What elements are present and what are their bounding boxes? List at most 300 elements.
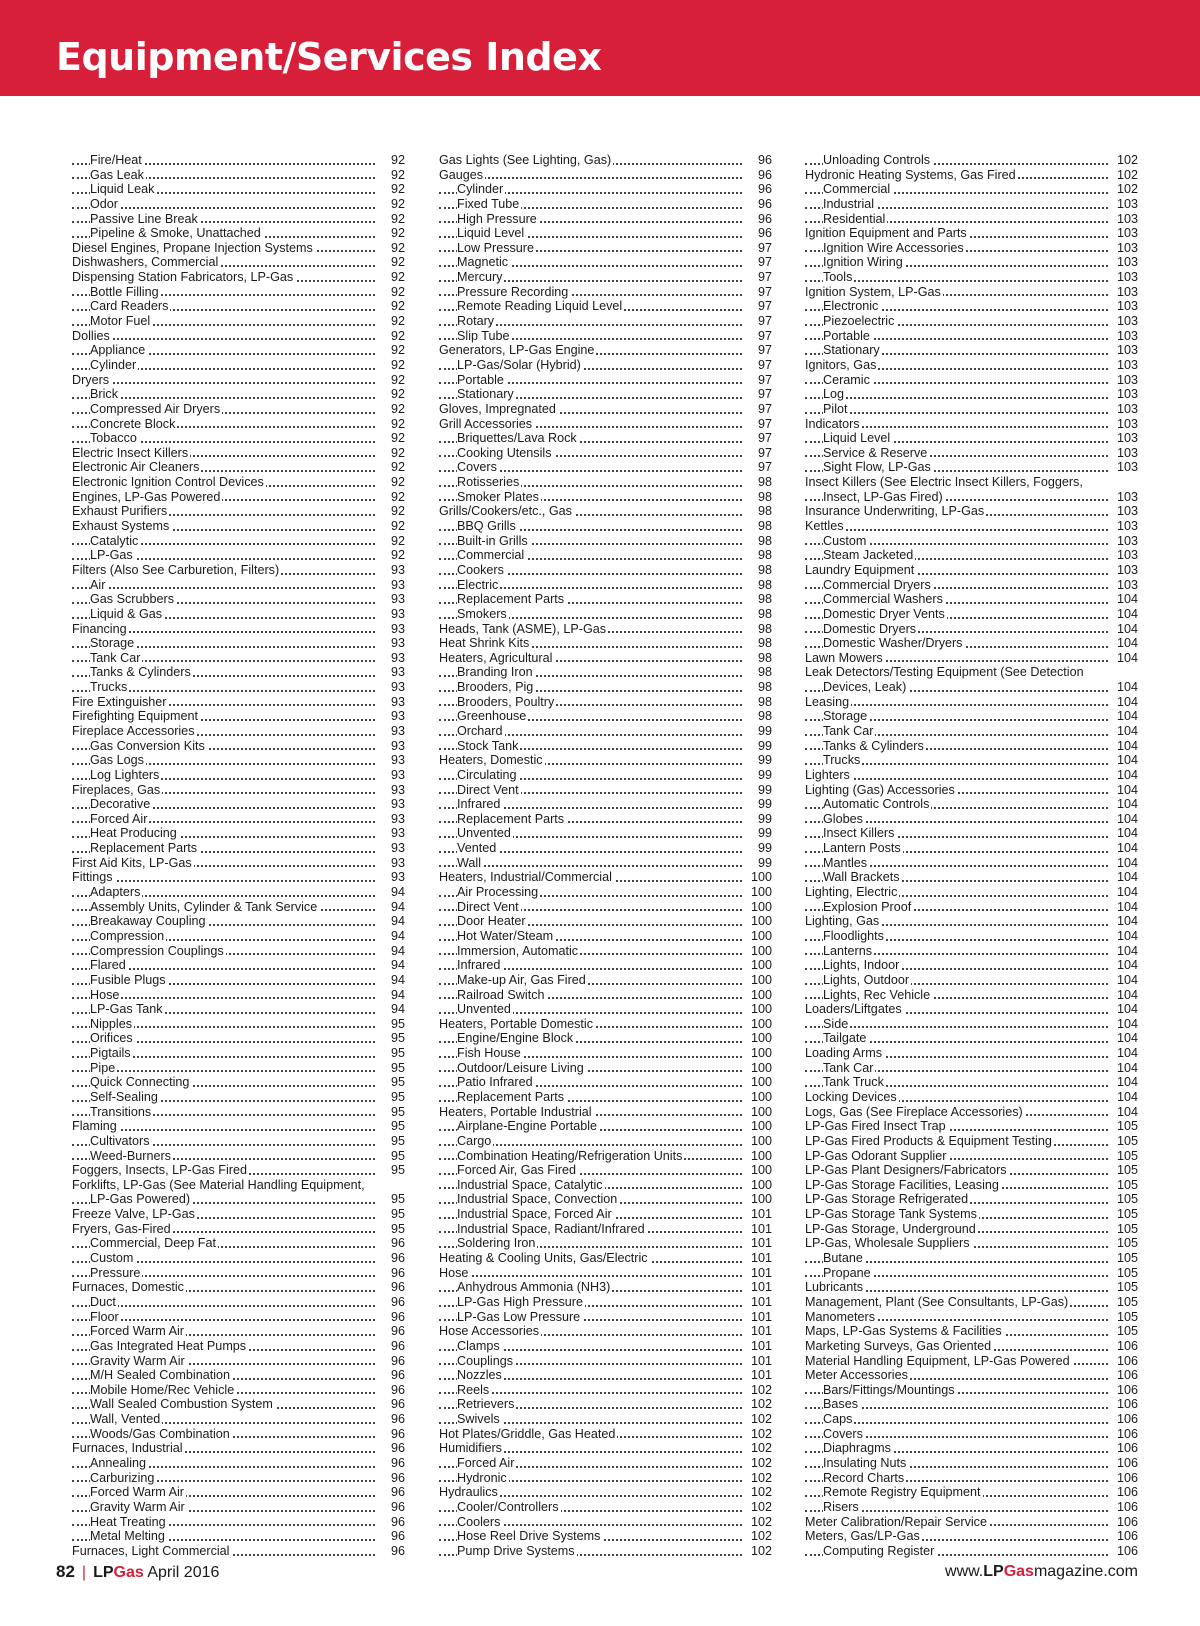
- entry-page: 100: [750, 1177, 772, 1192]
- entry-page: 103: [1116, 431, 1138, 446]
- index-subentry: [439, 797, 772, 812]
- index-subentry: [805, 153, 1138, 168]
- entry-page: 106: [1116, 1529, 1138, 1544]
- index-column-2: [439, 153, 772, 1559]
- entry-page: 93: [390, 753, 405, 768]
- entry-page: 97: [757, 416, 772, 431]
- index-subentry: [439, 446, 772, 461]
- entry-label: Domestic Washer/Dryers: [823, 636, 963, 651]
- entry-label: Smoker Plates: [457, 489, 539, 504]
- entry-label: Heat Treating: [90, 1514, 166, 1529]
- entry-label: Industrial Space, Forced Air: [457, 1207, 612, 1222]
- entry-label: Liquid Leak: [90, 182, 155, 197]
- entry-page: 97: [757, 255, 772, 270]
- entry-label: Piezoelectric: [823, 314, 895, 329]
- entry-label: Commercial, Deep Fat: [90, 1236, 216, 1251]
- entry-page: 102: [750, 1382, 772, 1397]
- index-subentry: [805, 856, 1138, 871]
- entry-page: 101: [750, 1353, 772, 1368]
- index-subentry: [72, 651, 405, 666]
- entry-page: 103: [1116, 328, 1138, 343]
- index-subentry: [805, 1061, 1138, 1076]
- index-entry: [805, 1324, 1138, 1339]
- entry-page: 98: [757, 489, 772, 504]
- entry-page: 100: [750, 1060, 772, 1075]
- index-subentry: [72, 1339, 405, 1354]
- entry-page: 100: [750, 1133, 772, 1148]
- entry-label: Industrial Space, Catalytic: [457, 1177, 603, 1192]
- entry-label: Weed-Burners: [90, 1148, 171, 1163]
- entry-label: Fusible Plugs: [90, 972, 166, 987]
- index-subentry: [805, 1544, 1138, 1559]
- index-entry: [439, 343, 772, 358]
- entry-page: 93: [390, 870, 405, 885]
- entry-label: Hydraulics: [439, 1485, 498, 1500]
- entry-page: 100: [750, 1192, 772, 1207]
- entry-label: Door Heater: [457, 914, 526, 929]
- entry-label: Pressure Recording: [457, 284, 569, 299]
- entry-page: 92: [390, 372, 405, 387]
- index-subentry: [72, 914, 405, 929]
- index-subentry: [72, 973, 405, 988]
- index-subentry: [72, 534, 405, 549]
- index-entry: [805, 1090, 1138, 1105]
- entry-label: Record Charts: [823, 1470, 905, 1485]
- entry-page: 106: [1116, 1485, 1138, 1500]
- entry-label: Firefighting Equipment: [72, 709, 199, 724]
- entry-label: Trucks: [823, 753, 861, 768]
- index-subentry: [72, 1427, 405, 1442]
- entry-page: 105: [1116, 1265, 1138, 1280]
- entry-page: 96: [757, 226, 772, 241]
- index-subentry: [72, 578, 405, 593]
- index-subentry: [72, 680, 405, 695]
- index-subentry: [805, 373, 1138, 388]
- index-subentry: [72, 1383, 405, 1398]
- entry-page: 106: [1116, 1397, 1138, 1412]
- entry-label: Cookers: [457, 562, 504, 577]
- entry-label: Concrete Block: [90, 416, 176, 431]
- entry-label: Combination Heating/Refrigeration Units: [457, 1148, 683, 1163]
- index-entry: [439, 636, 772, 651]
- entry-label: Commercial: [457, 548, 525, 563]
- index-subentry: [439, 973, 772, 988]
- entry-label: Self-Sealing: [90, 1090, 158, 1104]
- index-subentry: [72, 826, 405, 841]
- entry-page: 102: [1116, 153, 1138, 167]
- entry-label: Side: [823, 1016, 849, 1031]
- index-subentry: [805, 812, 1138, 827]
- index-subentry: [439, 988, 772, 1003]
- entry-label: Indicators: [805, 416, 860, 431]
- entry-label: Vented: [457, 841, 497, 856]
- index-subentry: [72, 417, 405, 432]
- entry-page: 92: [390, 314, 405, 329]
- entry-page: 104: [1116, 621, 1138, 636]
- index-subentry: [439, 1280, 772, 1295]
- entry-label: Leak Detectors/Testing Equipment (See Detection: [805, 665, 1084, 680]
- index-entry: [72, 1119, 405, 1134]
- index-subentry: [439, 1368, 772, 1383]
- entry-page: 99: [757, 782, 772, 797]
- index-subentry: [439, 182, 772, 197]
- entry-page: 98: [757, 533, 772, 548]
- index-subentry: [439, 270, 772, 285]
- entry-label: Cylinder: [457, 182, 504, 197]
- entry-page: 94: [390, 914, 405, 929]
- index-subentry: [439, 1119, 772, 1134]
- index-subentry: [439, 1236, 772, 1251]
- entry-page: 100: [750, 1002, 772, 1017]
- index-subentry: [805, 402, 1138, 417]
- entry-label: Service & Reserve: [823, 445, 928, 460]
- index-subentry: [439, 1149, 772, 1164]
- entry-label: Insect, LP-Gas Fired): [823, 489, 943, 504]
- entry-page: 95: [390, 1119, 405, 1134]
- entry-label: Lights, Outdoor: [823, 972, 910, 987]
- entry-page: 96: [757, 167, 772, 182]
- entry-label: Hose Reel Drive Systems: [457, 1529, 601, 1544]
- index-subentry: [805, 197, 1138, 212]
- index-entry: [805, 1368, 1138, 1383]
- index-subentry: [439, 1031, 772, 1046]
- entry-label: Material Handling Equipment, LP-Gas Powered: [805, 1353, 1070, 1368]
- entry-page: 92: [390, 431, 405, 446]
- entry-label: Domestic Dryers: [823, 621, 917, 636]
- index-subentry: [805, 329, 1138, 344]
- entry-label: Engine/Engine Block: [457, 1031, 574, 1046]
- entry-label: Heaters, Industrial/Commercial: [439, 870, 612, 885]
- entry-page: 96: [390, 1412, 405, 1427]
- entry-label: Slip Tube: [457, 328, 510, 343]
- dot-leader: [72, 338, 375, 340]
- entry-label: Propane: [823, 1265, 871, 1280]
- index-entry: [805, 1339, 1138, 1354]
- index-entry: [805, 1119, 1138, 1134]
- entry-page: 103: [1116, 577, 1138, 592]
- entry-label: Tank Car: [823, 723, 874, 738]
- entry-label: Lubricants: [805, 1280, 864, 1295]
- entry-page: 101: [750, 1338, 772, 1353]
- index-subentry: [72, 900, 405, 915]
- index-subentry: [439, 226, 772, 241]
- entry-label: Gas Scrubbers: [90, 592, 174, 607]
- entry-page: 105: [1116, 1133, 1138, 1148]
- entry-page: 105: [1116, 1207, 1138, 1222]
- entry-label: Gas Conversion Kits: [90, 738, 205, 753]
- entry-label: Electronic: [823, 299, 879, 314]
- index-entry: [805, 475, 1138, 490]
- entry-label: BBQ Grills: [457, 519, 516, 534]
- index-subentry: [72, 885, 405, 900]
- index-subentry: [72, 1002, 405, 1017]
- entry-page: 97: [757, 372, 772, 387]
- entry-page: 101: [750, 1236, 772, 1251]
- entry-label: Adapters: [90, 885, 141, 900]
- entry-page: 97: [757, 328, 772, 343]
- index-entry: [805, 665, 1138, 680]
- index-subentry: [439, 1207, 772, 1222]
- entry-page: 97: [757, 240, 772, 255]
- entry-page: 100: [750, 1016, 772, 1031]
- entry-label: Gas Logs: [90, 753, 144, 768]
- entry-page: 101: [750, 1309, 772, 1324]
- entry-page: 93: [390, 592, 405, 607]
- entry-page: 100: [750, 958, 772, 973]
- entry-label: Management, Plant (See Consultants, LP-Gas): [805, 1294, 1069, 1309]
- entry-page: 100: [750, 928, 772, 943]
- entry-page: 96: [390, 1338, 405, 1353]
- index-entry: [805, 1354, 1138, 1369]
- entry-page: 101: [750, 1265, 772, 1280]
- index-subentry: [72, 299, 405, 314]
- entry-page: 104: [1116, 972, 1138, 987]
- entry-label: LP-Gas Odorant Supplier: [805, 1148, 947, 1163]
- entry-page: 104: [1116, 738, 1138, 753]
- entry-page: 97: [757, 357, 772, 372]
- entry-label: LP-Gas Fired Products & Equipment Testing: [805, 1133, 1052, 1148]
- entry-page: 92: [390, 167, 405, 182]
- entry-label: Stationary: [457, 387, 514, 402]
- entry-page: 93: [390, 826, 405, 841]
- entry-page: 104: [1116, 1016, 1138, 1031]
- entry-label: Breakaway Coupling: [90, 914, 206, 929]
- index-entry: [805, 651, 1138, 666]
- entry-page: 99: [757, 797, 772, 812]
- index-subentry: [439, 709, 772, 724]
- index-subentry: [72, 1105, 405, 1120]
- entry-label: Flared: [90, 958, 126, 973]
- index-entry: [439, 153, 772, 168]
- index-subentry: [439, 607, 772, 622]
- index-entry: [439, 168, 772, 183]
- entry-label: Rotisseries: [457, 475, 520, 490]
- entry-label: LP-Gas Storage Tank Systems: [805, 1207, 977, 1222]
- entry-page: 100: [750, 943, 772, 958]
- entry-page: 98: [757, 621, 772, 636]
- index-subentry: [72, 1368, 405, 1383]
- entry-page: 95: [390, 1090, 405, 1104]
- entry-label: Lighting, Gas: [805, 914, 880, 929]
- footer-separator: |: [81, 1564, 87, 1581]
- index-subentry: [72, 636, 405, 651]
- entry-page: 97: [757, 270, 772, 285]
- entry-page: 93: [390, 841, 405, 856]
- index-entry: [439, 504, 772, 519]
- entry-label: Heating & Cooling Units, Gas/Electric: [439, 1251, 648, 1266]
- entry-label: Ignition Equipment and Parts: [805, 226, 967, 241]
- entry-label: Trucks: [90, 680, 128, 695]
- entry-label: Air: [90, 577, 106, 592]
- index-subentry: [439, 841, 772, 856]
- entry-label: Fire Extinguisher: [72, 694, 167, 709]
- entry-label: Electronic Ignition Control Devices: [72, 475, 264, 490]
- index-subentry: [72, 343, 405, 358]
- index-subentry: [439, 900, 772, 915]
- index-entry: [72, 856, 405, 871]
- entry-label: Outdoor/Leisure Living: [457, 1060, 584, 1075]
- entry-page: 93: [390, 694, 405, 709]
- entry-page: 103: [1116, 489, 1138, 504]
- index-subentry: [439, 314, 772, 329]
- entry-page: 98: [757, 650, 772, 665]
- entry-page: 93: [390, 709, 405, 724]
- entry-label: Electric Insect Killers: [72, 445, 189, 460]
- footer-url[interactable]: [945, 1562, 1138, 1582]
- entry-label: Storage: [90, 636, 135, 651]
- entry-page: 96: [390, 1470, 405, 1485]
- index-subentry: [805, 592, 1138, 607]
- entry-label: Fittings: [72, 870, 113, 885]
- index-subentry: [72, 1500, 405, 1515]
- index-subentry: [439, 768, 772, 783]
- index-entry: [439, 753, 772, 768]
- entry-label: Hydronic: [457, 1470, 507, 1485]
- index-entry: [72, 329, 405, 344]
- entry-label: Liquid Level: [823, 431, 891, 446]
- entry-page: 96: [390, 1441, 405, 1456]
- index-subentry: [72, 797, 405, 812]
- entry-page: 93: [390, 797, 405, 812]
- entry-label: Ignitors, Gas: [805, 357, 877, 372]
- entry-label: M/H Sealed Combination: [90, 1368, 231, 1383]
- entry-page: 97: [757, 431, 772, 446]
- index-subentry: [805, 1456, 1138, 1471]
- index-subentry: [805, 724, 1138, 739]
- index-subentry: [439, 695, 772, 710]
- entry-page: 104: [1116, 811, 1138, 826]
- entry-label: Brick: [90, 387, 118, 402]
- entry-page: 103: [1116, 460, 1138, 475]
- entry-label: Tobacco: [90, 431, 137, 446]
- index-entry: [439, 1251, 772, 1266]
- entry-label: Couplings: [457, 1353, 514, 1368]
- entry-label: Compression Couplings: [90, 943, 224, 958]
- index-subentry: [72, 387, 405, 402]
- entry-label: Pump Drive Systems: [457, 1543, 575, 1558]
- entry-page: 96: [390, 1397, 405, 1412]
- entry-label: Gas Leak: [90, 167, 144, 182]
- entry-label: LP-Gas Fired Insect Trap: [805, 1119, 946, 1134]
- entry-label: Lawn Mowers: [805, 650, 883, 665]
- entry-label: Retrievers: [457, 1397, 515, 1412]
- entry-page: 104: [1116, 767, 1138, 782]
- entry-page: 106: [1116, 1543, 1138, 1558]
- entry-page: 105: [1116, 1309, 1138, 1324]
- entry-page: 100: [750, 1163, 772, 1178]
- entry-page: 100: [750, 1104, 772, 1119]
- index-subentry: [805, 973, 1138, 988]
- entry-label: Duct: [90, 1294, 116, 1309]
- entry-label: Passive Line Break: [90, 211, 198, 226]
- index-subentry: [805, 607, 1138, 622]
- entry-label: Tank Car: [90, 650, 141, 665]
- entry-label: Lanterns: [823, 943, 873, 958]
- index-subentry: [439, 1412, 772, 1427]
- entry-page: 104: [1116, 885, 1138, 900]
- index-subentry: [72, 548, 405, 563]
- index-subentry: [72, 958, 405, 973]
- index-subentry: [805, 241, 1138, 256]
- entry-label: LP-Gas Storage Facilities, Leasing: [805, 1177, 999, 1192]
- entry-label: Built-in Grills: [457, 533, 528, 548]
- entry-page: 93: [390, 855, 405, 870]
- entry-page: 92: [390, 255, 405, 270]
- entry-page: 94: [390, 899, 405, 914]
- index-subentry: [805, 1383, 1138, 1398]
- entry-label: Forced Air: [457, 1456, 515, 1471]
- entry-page: 102: [750, 1397, 772, 1412]
- entry-label: Tools: [823, 270, 853, 285]
- index-entry: [439, 1105, 772, 1120]
- entry-page: 106: [1116, 1338, 1138, 1353]
- index-subentry: [439, 944, 772, 959]
- index-subentry: [439, 885, 772, 900]
- entry-label: Infrared: [457, 958, 501, 973]
- index-subentry: [72, 358, 405, 373]
- entry-label: Manometers: [805, 1309, 875, 1324]
- index-entry: [805, 1207, 1138, 1222]
- entry-page: 96: [390, 1368, 405, 1383]
- index-entry: [805, 680, 1138, 695]
- entry-label: Lights, Indoor: [823, 958, 900, 973]
- entry-page: 97: [757, 284, 772, 299]
- index-entry: [72, 622, 405, 637]
- index-entry: [805, 885, 1138, 900]
- entry-label: Portable: [457, 372, 504, 387]
- entry-label: Diaphragms: [823, 1441, 891, 1456]
- entry-label: Custom: [90, 1251, 134, 1266]
- entry-label: Computing Register: [823, 1543, 935, 1558]
- entry-page: 96: [390, 1382, 405, 1397]
- index-subentry: [439, 1500, 772, 1515]
- dot-leader: [439, 865, 742, 867]
- entry-page: 104: [1116, 1046, 1138, 1061]
- entry-page: 102: [750, 1412, 772, 1427]
- index-entry: [805, 768, 1138, 783]
- entry-page: 93: [390, 665, 405, 680]
- index-entry: [805, 1178, 1138, 1193]
- entry-page: 103: [1116, 343, 1138, 358]
- entry-page: 103: [1116, 255, 1138, 270]
- entry-label: Swivels: [457, 1412, 500, 1427]
- entry-page: 105: [1116, 1324, 1138, 1339]
- entry-page: 102: [750, 1543, 772, 1558]
- entry-label: Fireplace Accessories: [72, 723, 195, 738]
- index-entry: [72, 724, 405, 739]
- entry-label: Log Lighters: [90, 767, 160, 782]
- index-subentry: [805, 1500, 1138, 1515]
- entry-label: Heaters, Agricultural: [439, 650, 553, 665]
- entry-label: High Pressure: [457, 211, 537, 226]
- entry-page: 102: [750, 1499, 772, 1514]
- entry-label: Industrial Space, Radiant/Infrared: [457, 1221, 645, 1236]
- entry-page: 95: [390, 1075, 405, 1090]
- entry-page: 93: [390, 636, 405, 651]
- entry-page: 96: [757, 153, 772, 167]
- index-entry: [805, 490, 1138, 505]
- entry-page: 96: [390, 1529, 405, 1544]
- index-subentry: [439, 1383, 772, 1398]
- index-subentry: [72, 1046, 405, 1061]
- entry-page: 93: [390, 782, 405, 797]
- index-subentry: [72, 753, 405, 768]
- entry-page: 96: [390, 1236, 405, 1251]
- entry-label: Forklifts, LP-Gas (See Material Handling Equipment,: [72, 1177, 365, 1192]
- index-entry: [805, 1105, 1138, 1120]
- entry-page: 103: [1116, 357, 1138, 372]
- entry-label: Orifices: [90, 1031, 133, 1046]
